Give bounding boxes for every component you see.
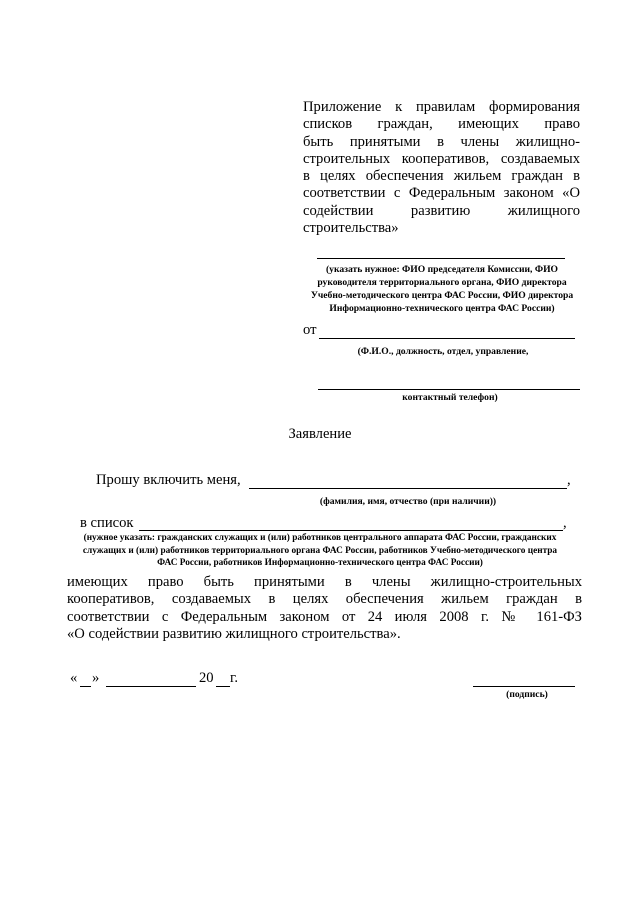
appendix-line: быть принятыми в члены жилищно- — [303, 133, 580, 150]
from-field[interactable] — [319, 338, 575, 339]
appendix-line: содействии развитию жилищного — [303, 202, 580, 219]
document-title: Заявление — [288, 426, 352, 442]
appendix-line: списков граждан, имеющих право — [303, 116, 580, 133]
date-year-suffix: г. — [230, 670, 238, 686]
date-year-prefix: 20 — [199, 670, 214, 686]
fullname-field[interactable] — [249, 488, 567, 489]
list-caption — [62, 532, 578, 570]
from-caption: (Ф.И.О., должность, отдел, управление, — [357, 346, 529, 357]
list-label: в список — [80, 515, 134, 531]
addressee-caption — [292, 263, 592, 315]
addressee-caption-line: (указать нужное: ФИО председателя Комиссии, ФИО — [325, 264, 559, 275]
list-caption-line: ФАС России, работников Информационно-технического центра ФАС России) — [157, 558, 483, 569]
list-comma: , — [563, 515, 567, 531]
appendix-line: в целях обеспечения жильем граждан в — [303, 168, 580, 185]
body-line: «О содействии развитию жилищного строительства». — [67, 625, 401, 642]
phone-caption: контактный телефон) — [402, 392, 498, 403]
date-close-quote: » — [92, 670, 100, 686]
addressee-caption-line: Учебно-методического центра ФАС России, ФИО директора — [310, 290, 574, 301]
signature-field[interactable] — [473, 686, 575, 687]
addressee-caption-line: руководителя территориального органа, ФИО директора — [317, 277, 567, 288]
body-line: имеющих право быть принятыми в члены жилищно-строительных — [67, 574, 582, 590]
body-paragraph — [67, 574, 582, 643]
request-comma: , — [567, 472, 571, 488]
appendix-line: соответствии с Федеральным законом «О — [303, 185, 580, 202]
addressee-field[interactable] — [317, 258, 565, 259]
addressee-caption-line: Информационно-технического центра ФАС России) — [329, 303, 555, 314]
list-field[interactable] — [139, 530, 563, 531]
appendix-line: строительства» — [303, 220, 399, 237]
body-line: кооперативов, создаваемых в целях обеспечения жильем граждан в — [67, 591, 582, 608]
signature-caption: (подпись) — [506, 689, 548, 700]
date-open-quote: « — [70, 670, 78, 686]
date-day-field[interactable] — [80, 686, 91, 687]
date-month-field[interactable] — [106, 686, 196, 687]
fullname-caption: (фамилия, имя, отчество (при наличии)) — [319, 496, 497, 507]
appendix-line: строительных кооперативов, создаваемых — [303, 150, 580, 167]
phone-field[interactable] — [318, 389, 580, 390]
body-line: соответствии с Федеральным законом от 24 июля 2008 г. № 161-ФЗ — [67, 608, 582, 625]
list-caption-line: (нужное указать: гражданских служащих и (или) работников центрального аппарата ФАС России, гражданских — [83, 533, 557, 543]
from-label: от — [303, 322, 317, 338]
list-caption-line: служащих и (или) работников территориального органа ФАС России, работников Учебно-методического центра — [82, 545, 558, 556]
appendix-header — [303, 99, 580, 237]
request-label: Прошу включить меня, — [96, 472, 241, 488]
appendix-line: Приложение к правилам формирования — [303, 99, 580, 115]
date-year-field[interactable] — [216, 686, 230, 687]
